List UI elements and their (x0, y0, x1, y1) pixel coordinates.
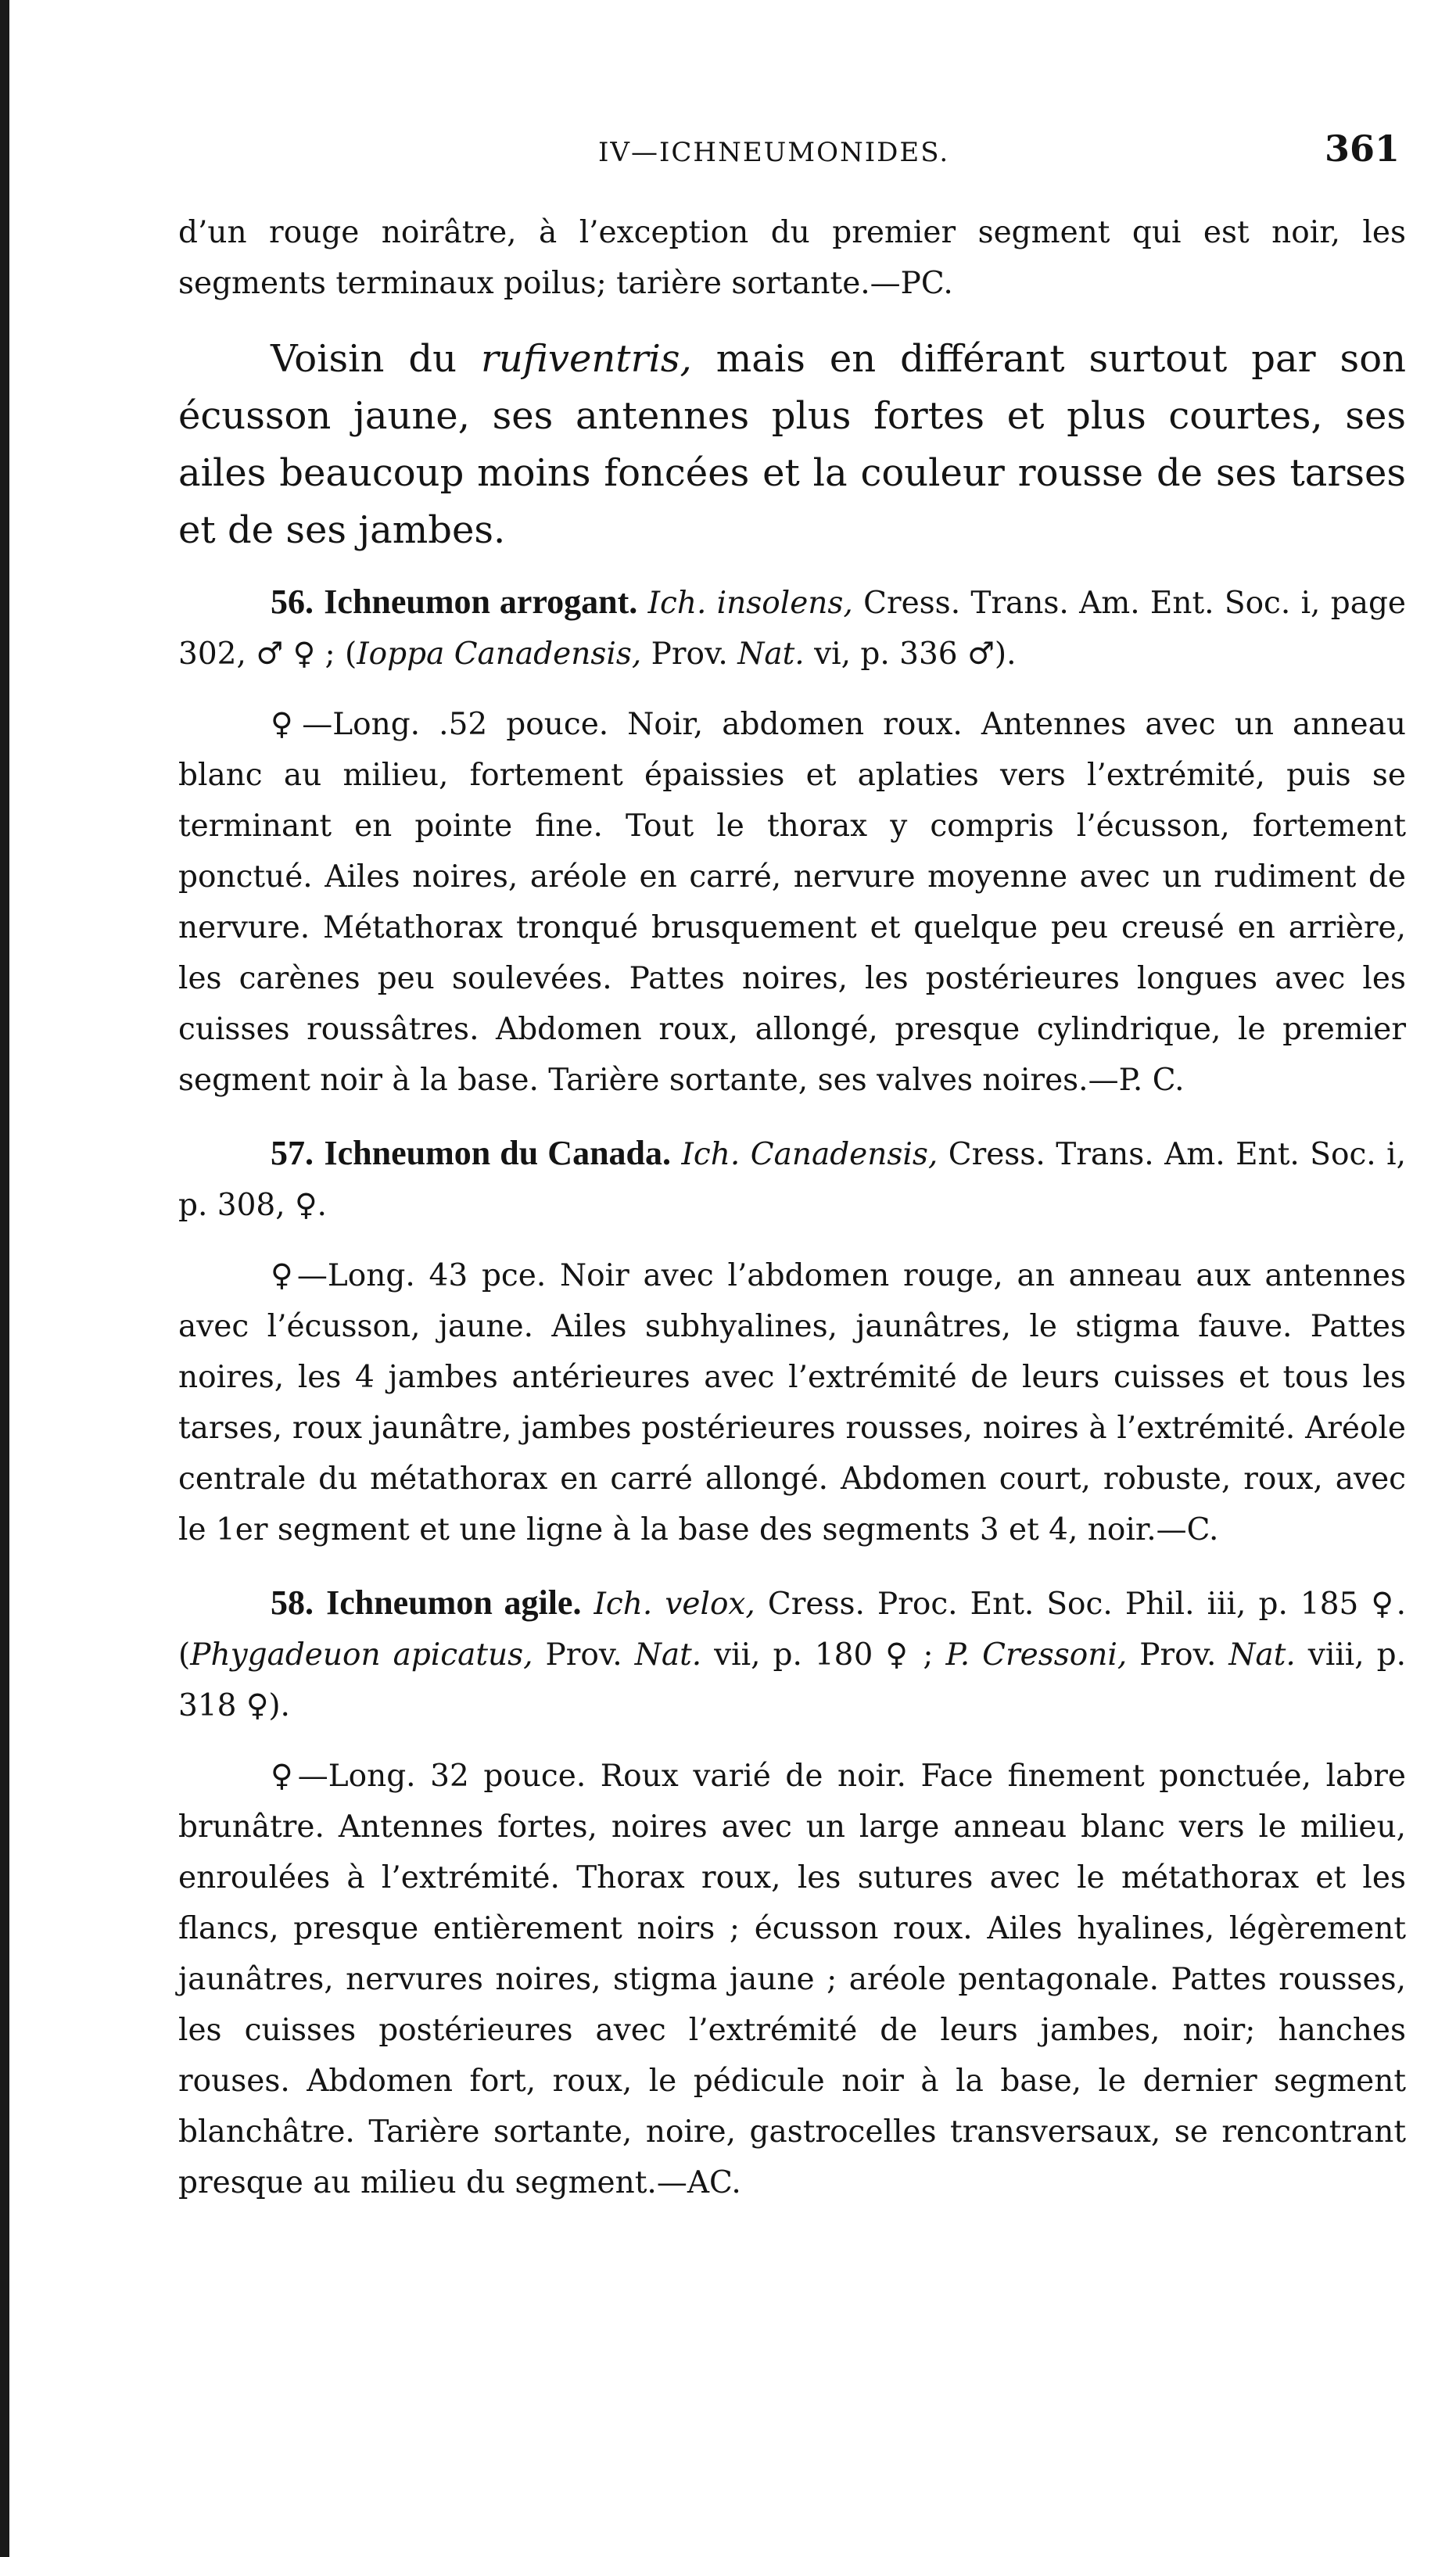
entry-text: Prov. (1127, 1637, 1229, 1673)
entry-text: Cress. Proc. Ent. Soc. Phil. iii, p. 185 ♀. ( (178, 1587, 1407, 1673)
continuation-paragraph: d’un rouge noirâtre, à l’exception du premier segment qui est noir, les segments terminaux poilus; tarière sortante.—PC. (178, 215, 1406, 301)
remark-text-1: Voisin du (271, 337, 481, 381)
entry-name: Ichneumon du Canada. (324, 1134, 672, 1172)
entry-reference: Nat. (634, 1637, 702, 1673)
entry-text: vi, p. 336 ♂). (804, 637, 1017, 672)
entry-reference: Ich. velox, (594, 1587, 755, 1622)
entry-56-heading (178, 576, 1406, 680)
entry-reference: P. Cressoni, (945, 1637, 1128, 1673)
entry-text (581, 1587, 594, 1622)
entry-number: 58. (271, 1583, 314, 1622)
entry-text: Prov. (641, 637, 738, 672)
page-number: 361 (1324, 127, 1400, 170)
running-title: IV—ICHNEUMONIDES. (598, 137, 950, 168)
entry-reference: Nat. (737, 637, 805, 672)
remark-paragraph (178, 331, 1406, 559)
entry-text: Prov. (533, 1637, 635, 1673)
entry-number: 56. (271, 583, 314, 621)
remark-species: rufiventris, (480, 337, 692, 381)
remark-text-2: mais en différant surtout par son écusson jaune, ses antennes plus fortes et plus courtes, ses ailes beaucoup moins foncées et la couleur rousse de ses tarses et de ses jambes. (178, 337, 1406, 552)
entry-reference: Ich. Canadensis, (681, 1137, 938, 1172)
entry-text (671, 1137, 681, 1172)
entry-58-description: ♀—Long. 32 pouce. Roux varié de noir. Face finement ponctuée, labre brunâtre. Antennes fortes, noires avec un large anneau blanc vers le milieu, enroulées à l’extrémité. Thorax roux, les sutures avec le métathorax et les flancs, presque entièrement noirs ; écusson roux. Ailes hyalines, légèrement jaunâtres, nervures noires, stigma jaune ; aréole pentagonale. Pattes rousses, les cuisses postérieures avec l’extrémité de leurs jambes, noir; hanches rouses. Abdomen fort, roux, le pédicule noir à la base, le dernier segment blanchâtre. Tarière sortante, noire, gastrocelles transversaux, se rencontrant presque au milieu du segment.—AC. (178, 1759, 1406, 2200)
entry-56-description: ♀—Long. .52 pouce. Noir, abdomen roux. Antennes avec un anneau blanc au milieu, fortement épaissies et aplaties vers l’extrémité, puis se terminant en pointe fine. Tout le thorax y compris l’écusson, fortement ponctué. Ailes noires, aréole en carré, nervure moyenne avec un rudiment de nervure. Métathorax tronqué brusquement et quelque peu creusé en arrière, les carènes peu soulevées. Pattes noires, les postérieures longues avec les cuisses roussâtres. Abdomen roux, allongé, presque cylindrique, le premier segment noir à la base. Tarière sortante, ses valves noires.—P. C. (178, 707, 1406, 1098)
page-text (178, 207, 1406, 2208)
entry-text: viii, p. 318 ♀). (178, 1637, 1406, 1723)
entry-reference: Ioppa Canadensis, (357, 637, 642, 672)
entry-number: 57. (271, 1134, 314, 1172)
entry-text: vii, p. 180 ♀ ; (701, 1637, 946, 1673)
entry-text: Cress. Trans. Am. Ent. Soc. i, page 302, ♂ ♀ ; ( (178, 586, 1406, 672)
entry-reference: Ich. insolens, (647, 586, 853, 621)
entry-reference: Nat. (1228, 1637, 1296, 1673)
entry-text: Cress. Trans. Am. Ent. Soc. i, p. 308, ♀. (178, 1137, 1407, 1223)
entry-58-heading (178, 1577, 1406, 1731)
entry-57-heading (178, 1128, 1406, 1231)
running-head (180, 127, 1415, 184)
entry-57-description: ♀—Long. 43 pce. Noir avec l’abdomen rouge, an anneau aux antennes avec l’écusson, jaune. Ailes subhyalines, jaunâtres, le stigma fauve. Pattes noires, les 4 jambes antérieures avec l’extrémité de leurs cuisses et tous les tarses, roux jaunâtre, jambes postérieures rousses, noires à l’extrémité. Aréole centrale du métathorax en carré allongé. Abdomen court, robuste, roux, avec le 1er segment et une ligne à la base des segments 3 et 4, noir.—C. (178, 1258, 1406, 1547)
entry-name: Ichneumon arrogant. (324, 583, 638, 621)
entry-reference: Phygadeuon apicatus, (190, 1637, 533, 1673)
entry-text (637, 586, 647, 621)
entry-name: Ichneumon agile. (326, 1583, 582, 1622)
